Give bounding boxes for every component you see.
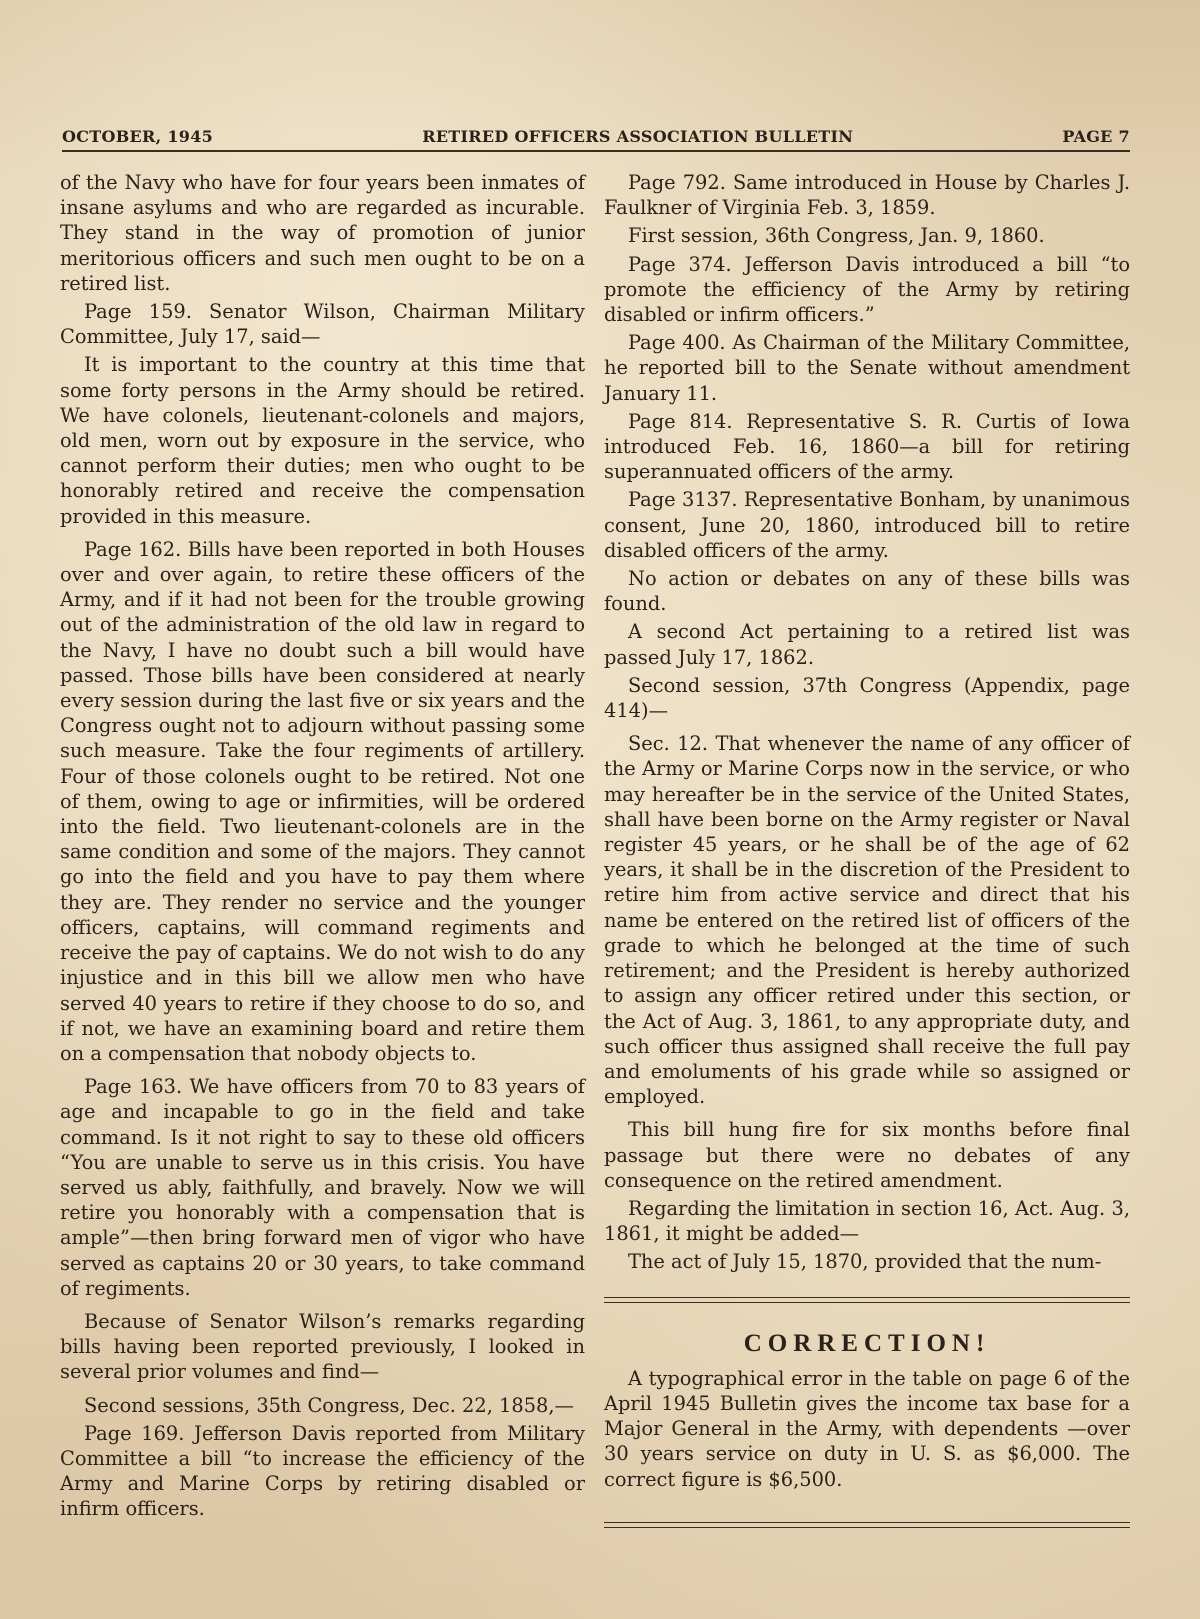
left-column <box>60 170 585 1525</box>
paragraph: Page 163. We have officers from 70 to 83 years of age and incapable to go in the field and take command. Is it not right to say to these old officers “You are unable to serve us in this crisis. You have served us ably, faithfully, and bravely. Now we will retire you honorably with a compensation that is ample”—then bring forward men of vigor who have served as captains 20 or 30 years, to take command of regiments. <box>60 1075 585 1300</box>
paragraph: Page 374. Jefferson Davis introduced a bill “to promote the efficiency of the Army by retiring disabled or infirm officers.” <box>604 252 1130 327</box>
paragraph: This bill hung fire for six months before final passage but there were no debates of any consequence on the retired amendment. <box>604 1118 1130 1192</box>
paragraph: Sec. 12. That whenever the name of any officer of the Army or Marine Corps now in the service, or who may hereafter be in the service of the United States, shall have been borne on the Army register or Naval register 45 years, or he shall be of the age of 62 years, it shall be in the discretion of the President to retire him from active service and direct that his name be entered on the retired list of officers of the grade to which he belonged at the time of such retirement; and the President is hereby authorized to assign any officer retired under this section, or the Act of Aug. 3, 1861, to any appropriate duty, and such officer thus assigned shall receive the full pay and emoluments of his grade while so assigned or employed. <box>604 732 1130 1109</box>
paragraph: Page 169. Jefferson Davis reported from Military Committee a bill “to increase the efficiency of the Army and Marine Corps by retiring disabled or infirm officers. <box>60 1421 585 1521</box>
paragraph: Page 792. Same introduced in House by Charles J. Faulkner of Virginia Feb. 3, 1859. <box>604 171 1130 220</box>
paragraph: Page 159. Senator Wilson, Chairman Military Committee, July 17, said— <box>60 300 585 349</box>
running-header <box>62 127 1130 152</box>
correction-notice <box>604 1297 1130 1528</box>
paragraph: Page 400. As Chairman of the Military Committee, he reported bill to the Senate without amendment January 11. <box>604 331 1130 405</box>
paragraph: Second session, 37th Congress (Appendix, page 414)— <box>604 673 1130 723</box>
paragraph: Page 814. Representative S. R. Curtis of Iowa introduced Feb. 16, 1860—a bill for retiring superannuated officers of the army. <box>604 409 1130 484</box>
correction-title: CORRECTION! <box>743 1329 991 1357</box>
paragraph: A second Act pertaining to a retired list was passed July 17, 1862. <box>604 620 1130 669</box>
paragraph: The act of July 15, 1870, provided that the num- <box>628 1250 1102 1274</box>
publication-title: RETIRED OFFICERS ASSOCIATION BULLETIN <box>422 127 854 146</box>
paragraph: Regarding the limitation in section 16, Act. Aug. 3, 1861, it might be added— <box>604 1196 1130 1246</box>
paragraph: Because of Senator Wilson’s remarks regarding bills having been reported previously, I looked in several prior volumes and find— <box>60 1309 585 1384</box>
divider <box>604 1522 1130 1528</box>
issue-date: OCTOBER, 1945 <box>62 127 214 146</box>
paragraph: Page 3137. Representative Bonham, by unanimous consent, June 20, 1860, introduced bill to retire disabled officers of the army. <box>604 488 1130 562</box>
paragraph: of the Navy who have for four years been inmates of insane asylums and who are regarded as incurable. They stand in the way of promotion of junior meritorious officers and such men ought to be on a retired list. <box>60 171 585 295</box>
divider <box>604 1297 1130 1303</box>
paragraph: It is important to the country at this time that some forty persons in the Army should be retired. We have colonels, lieutenant-colonels and majors, old men, worn out by exposure in the service, who cannot perform their duties; men who ought to be honorably retired and receive the compensation provided in this measure. <box>60 353 585 528</box>
paragraph: Page 162. Bills have been reported in both Houses over and over again, to retire these officers of the Army, and if it had not been for the trouble growing out of the administration of the old law in regard to the Navy, I have no doubt such a bill would have passed. Those bills have been considered at nearly every session during the last five or six years and the Congress ought not to adjourn without passing some such measure. Take the four regiments of artillery. Four of those colonels ought to be retired. Not one of them, owing to age or infirmities, will be ordered into the field. Two lieutenant-colonels are in the same condition and some of the majors. They cannot go into the field and you have to pay them where they are. They render no service and the younger officers, captains, will command regiments and receive the pay of captains. We do not wish to do any injustice and in this bill we allow men who have served 40 years to retire if they choose to do so, and if not, we have an examining board and retire them on a compensation that nobody objects to. <box>60 537 585 1065</box>
page-number: PAGE 7 <box>1062 127 1130 146</box>
paragraph: Second sessions, 35th Congress, Dec. 22, 1858,— <box>84 1393 574 1417</box>
paragraph: No action or debates on any of these bills was found. <box>604 567 1130 616</box>
correction-body: A typographical error in the table on page 6 of the April 1945 Bulletin gives the income tax base for a Major General in the Army, with dependents —over 30 years service on duty in U. S. as $6,000. The correct figure is $6,500. <box>604 1366 1130 1491</box>
paragraph: First session, 36th Congress, Jan. 9, 1860. <box>628 224 1045 248</box>
right-column <box>604 170 1130 1528</box>
